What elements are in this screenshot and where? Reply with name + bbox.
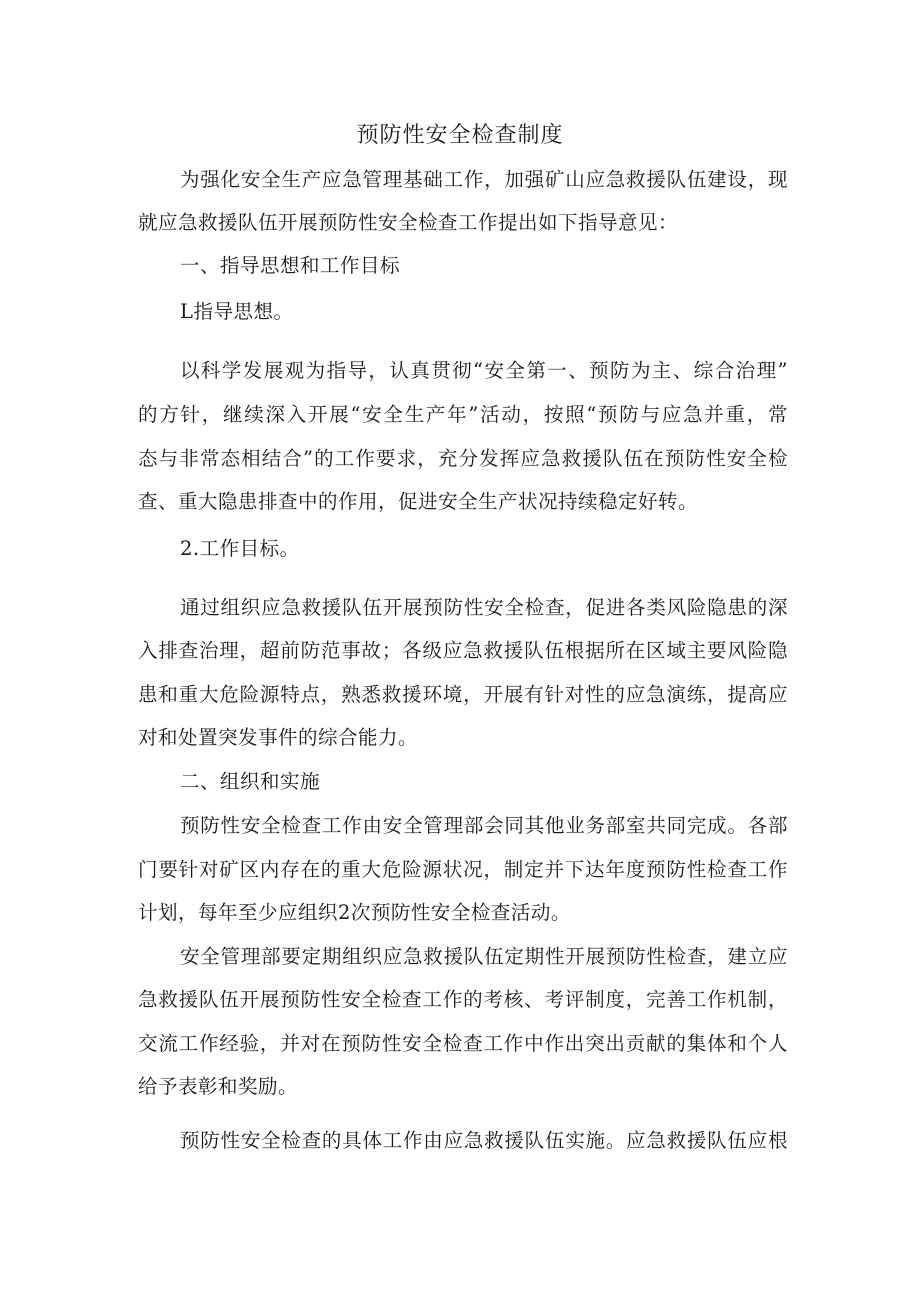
paragraph-line: 预防性安全检查的具体工作由应急救援队伍实施。应急救援队伍应根 — [180, 1129, 788, 1152]
paragraph-line: 查、重大隐患排查中的作用，促进安全生产状况持续稳定好转。 — [138, 490, 699, 513]
paragraph-line: 通过组织应急救援队伍开展预防性安全检查，促进各类风险隐患的深 — [180, 596, 788, 619]
paragraph-line: 的方针，继续深入开展“安全生产年”活动，按照“预防与应急并重，常 — [138, 403, 788, 426]
paragraph-line: 对和处置突发事件的综合能力。 — [138, 726, 419, 749]
paragraph-line: 门要针对矿区内存在的重大危险源状况，制定并下达年度预防性检查工作 — [138, 858, 788, 881]
paragraph-line: 交流工作经验，并对在预防性安全检查工作中作出突出贡献的集体和个人 — [138, 1032, 788, 1055]
paragraph-line: 态与非常态相结合”的工作要求，充分发挥应急救援队伍在预防性安全检 — [138, 447, 788, 470]
section-heading: 一、指导思想和工作目标 — [180, 254, 401, 277]
paragraph-line: 患和重大危险源特点，熟悉救援环境，开展有针对性的应急演练，提高应 — [138, 683, 788, 706]
section-heading: 二、组织和实施 — [180, 770, 321, 793]
subsection-heading: L指导思想。 — [180, 300, 294, 323]
paragraph-line: 给予表彰和奖励。 — [138, 1075, 299, 1098]
paragraph-line: 就应急救援队伍开展预防性安全检查工作提出如下指导意见： — [138, 211, 679, 234]
subsection-heading: 2.工作目标。 — [180, 537, 300, 560]
paragraph-line: 预防性安全检查工作由安全管理部会同其他业务部室共同完成。各部 — [180, 814, 788, 837]
paragraph-line: 急救援队伍开展预防性安全检查工作的考核、考评制度，完善工作机制， — [138, 988, 788, 1011]
paragraph-line: 计划，每年至少应组织2次预防性安全检查活动。 — [138, 901, 571, 924]
paragraph-line: 以科学发展观为指导，认真贯彻“安全第一、预防为主、综合治理” — [180, 359, 788, 382]
paragraph-line: 为强化安全生产应急管理基础工作，加强矿山应急救援队伍建设，现 — [180, 168, 788, 191]
paragraph-line: 安全管理部要定期组织应急救援队伍定期性开展预防性检查，建立应 — [180, 945, 788, 968]
paragraph-line: 入排查治理，超前防范事故；各级应急救援队伍根据所在区域主要风险隐 — [138, 639, 788, 662]
document-title: 预防性安全检查制度 — [356, 123, 564, 148]
